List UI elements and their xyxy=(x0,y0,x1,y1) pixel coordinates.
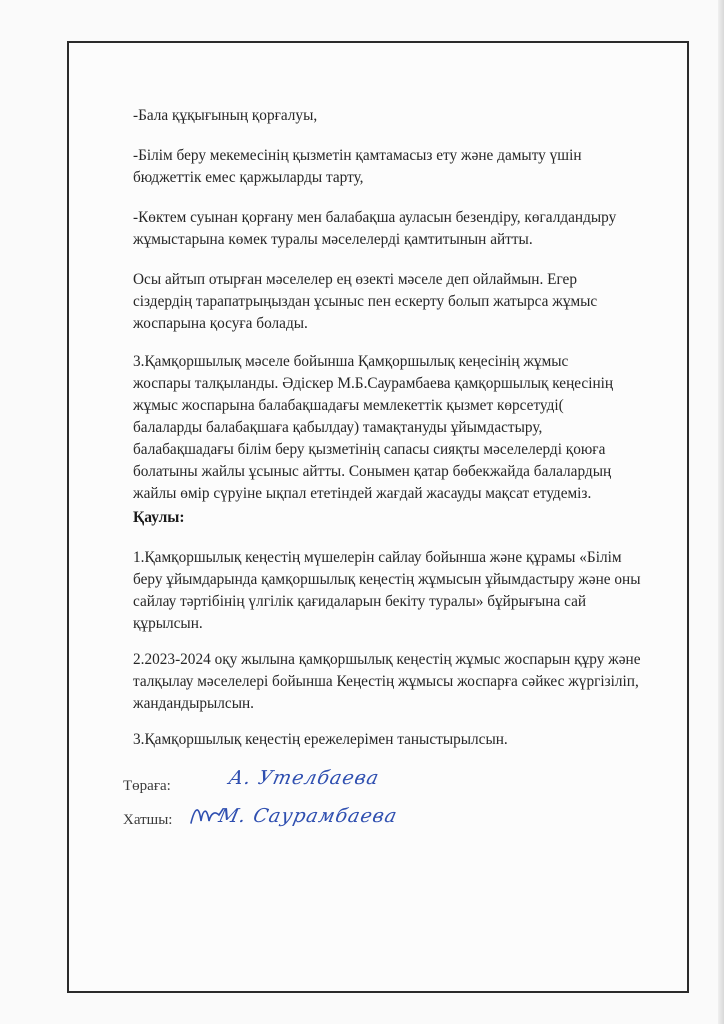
paragraph-work-plan-proposals: Осы айтып отырған мәселелер ең өзекті мәселе деп ойлаймын. Егер сіздердің тарапатрыңыздан ұсыныс пен ескерту болып жатырса жұмыс жоспарына қосуға болады. xyxy=(133,271,598,332)
secretary-label: Хатшы: xyxy=(123,812,173,828)
document-frame xyxy=(67,41,689,993)
resolution-item-2: 2.2023-2024 оқу жылына қамқоршылық кеңестің жұмыс жоспарын құру және талқылау мәселелері бойынша Кеңестің жұмысы жоспарға сәйкес жүргізіліп, жандандырылсын. xyxy=(133,651,641,712)
resolution-item-1: 1.Қамқоршылық кеңестің мүшелерін сайлау бойынша және құрамы «Білім беру ұйымдарында қамқоршылық кеңестің жұмысын ұйымдастыру және оны сайлау тәртібінің үлгілік қағидаларын бекіту туралы» бұйрығына сай құрылсын. xyxy=(133,549,641,632)
paragraph-child-rights: -Бала құқығының қорғалуы, xyxy=(133,107,318,124)
paragraph-extra-budget-funding: -Білім беру мекемесінің қызметін қамтамасыз ету және дамыту үшін бюджеттік емес қаржыларды тарту, xyxy=(133,147,582,186)
paragraph-spring-flood-protection: -Көктем суынан қорғану мен балабақша ауласын безендіру, көгалдандыру жұмыстарына көмек туралы мәселелерді қамтитынын айтты. xyxy=(133,209,617,248)
paragraph-agenda-item-3: 3.Қамқоршылық мәселе бойынша Қамқоршылық кеңесінің жұмыс жоспары талқыланды. Әдіскер М.Б.Саурамбаева қамқоршылық кеңесінің жұмыс жоспарына балабақшадағы мемлекеттік қызмет көрсетуді( балаларды балабақшаға қабылдау) тамақтануды ұйымдастыру, балабақшадағы білім беру қызметінің сапасы сияқты мәселелерді қоюға болатыны жайлы ұсыныс айтты. Сонымен қатар бөбекжайда балалардың жайлы өмір сүруіне ықпал ететіндей жағдай жасауды мақсат етудеміз. xyxy=(133,353,614,502)
chair-label: Төрағa: xyxy=(123,778,171,794)
secretary-signature: М. Саурамбаева xyxy=(216,805,400,827)
resolution-heading: Қаулы: xyxy=(133,509,185,526)
chair-signature: А. Утелбаева xyxy=(226,767,382,789)
resolution-item-3: 3.Қамқоршылық кеңестің ережелерімен таныстырылсын. xyxy=(133,731,508,748)
scan-edge xyxy=(718,0,724,1024)
